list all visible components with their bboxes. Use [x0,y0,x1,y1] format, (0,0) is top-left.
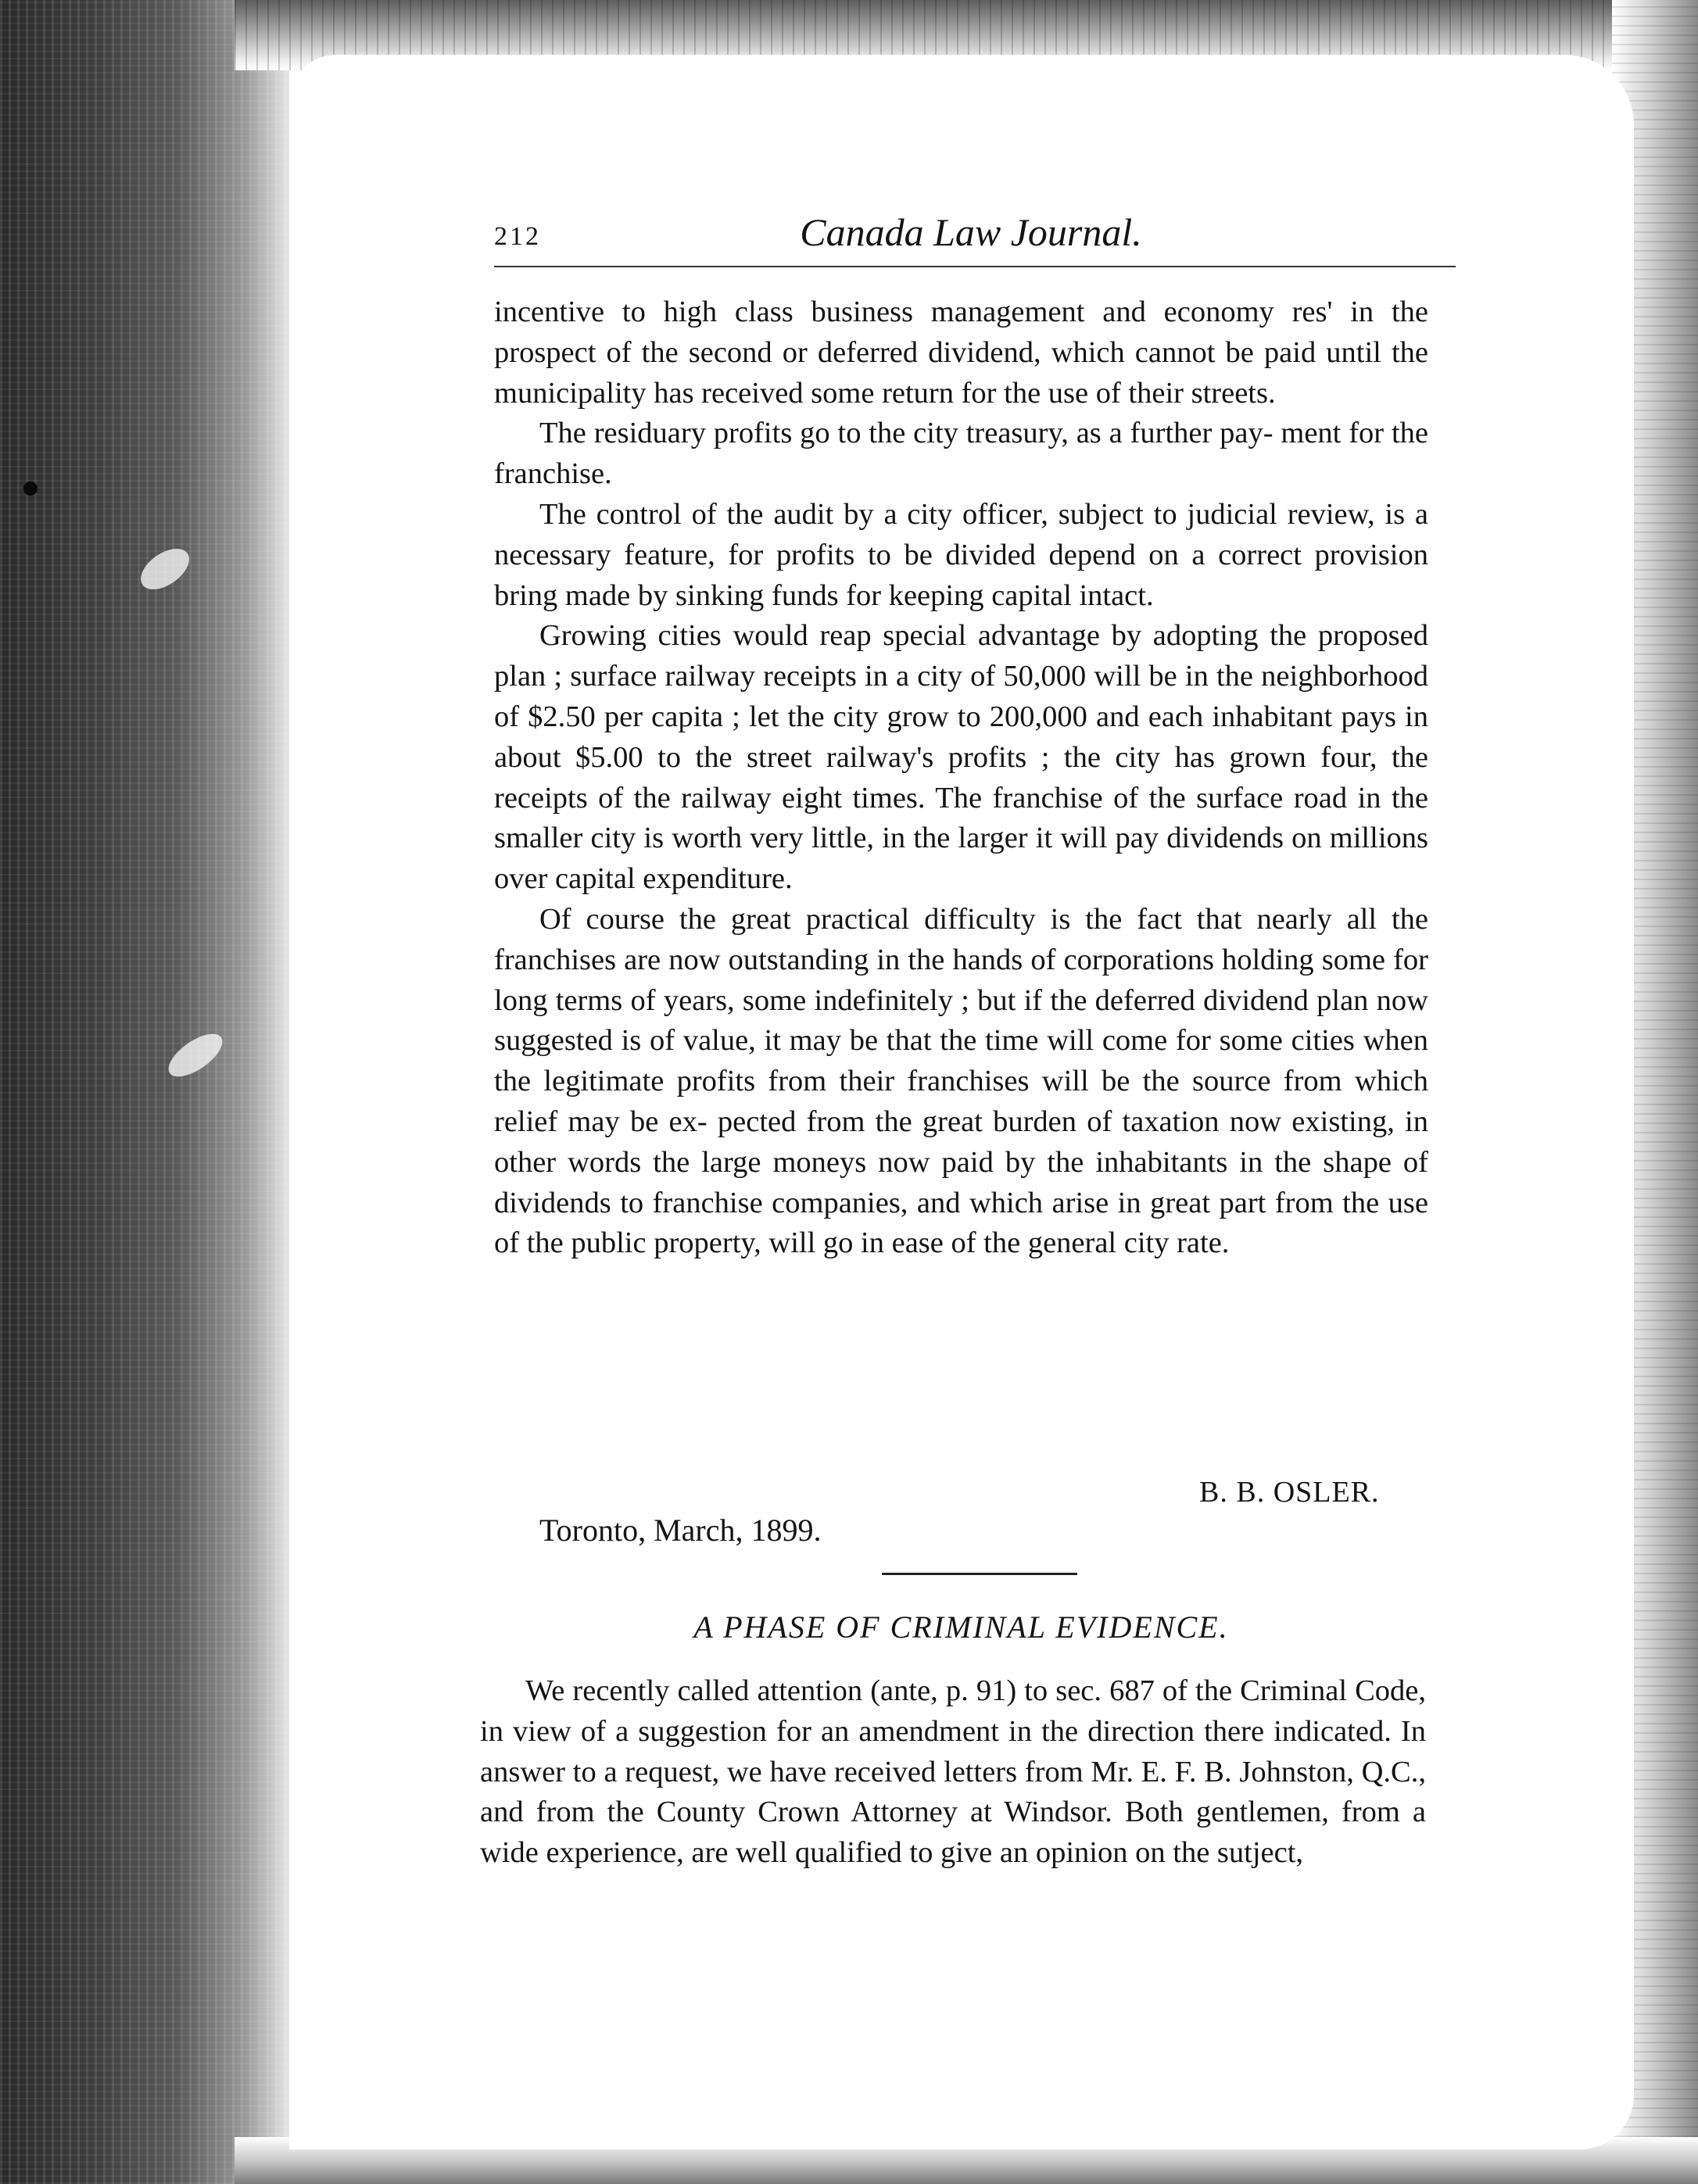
paragraph: Growing cities would reap special advantage by adopting the proposed plan ; surface railway receipts in a city of 50,000 will be in the neighborhood of $2.50 per capita ; let the city grow to 200,000 and each inhabitant pays in about $5.00 to the street railway's profits ; the city has grown four, the receipts of the railway eight times. The franchise of the surface road in the smaller city is worth very little, in the larger it will pay dividends on millions over capital expenditure. [494,619,1428,896]
paragraph: Of course the great practical difficulty is the fact that nearly all the franchises are now outstanding in the hands of corporations holding some for long terms of years, some indefinitely ; but if the deferred dividend plan now suggested is of value, it may be that the time will come for some cities when the legitimate profits from their franchises will be the source from which relief may be ex- pected from the great burden of taxation now existing, in other words the large moneys now paid by the inhabitants in the shape of dividends to franchise companies, and which arise in great part from the use of the public property, will go in ease of the general city rate. [494,902,1428,1260]
section-heading: A PHASE OF CRIMINAL EVIDENCE. [693,1609,1229,1645]
dateline: Toronto, March, 1899. [539,1513,822,1548]
section-body [480,1671,1426,1874]
paragraph: The control of the audit by a city officer, subject to judicial review, is a necessary feature, for profits to be divided depend on a correct provision bring made by sinking funds for keeping capital intact. [494,497,1428,612]
paragraph: We recently called attention (ante, p. 91) to sec. 687 of the Criminal Code, in view of a suggestion for an amendment in the direction there indicated. In answer to a request, we have received letters from Mr. E. F. B. Johnston, Q.C., and from the County Crown Attorney at Windsor. Both gentlemen, from a wide experience, are well qualified to give an opinion on the sutject, [480,1674,1426,1870]
paragraph: The residuary profits go to the city treasury, as a further pay- ment for the franchise. [494,417,1428,491]
ink-speck [23,482,38,496]
scanned-binding-edge [0,0,289,2184]
section-divider [882,1573,1077,1575]
journal-title: Canada Law Journal. [800,210,1142,254]
running-header [494,205,1448,260]
author-signature: B. B. OSLER. [1199,1476,1380,1509]
article-body [494,292,1428,1264]
paragraph: incentive to high class business management and economy res' in the prospect of the second or deferred dividend, which cannot be paid until the municipality has received some return for the use of their streets. [494,295,1428,410]
header-rule [494,266,1456,267]
page-number: 212 [494,222,541,251]
